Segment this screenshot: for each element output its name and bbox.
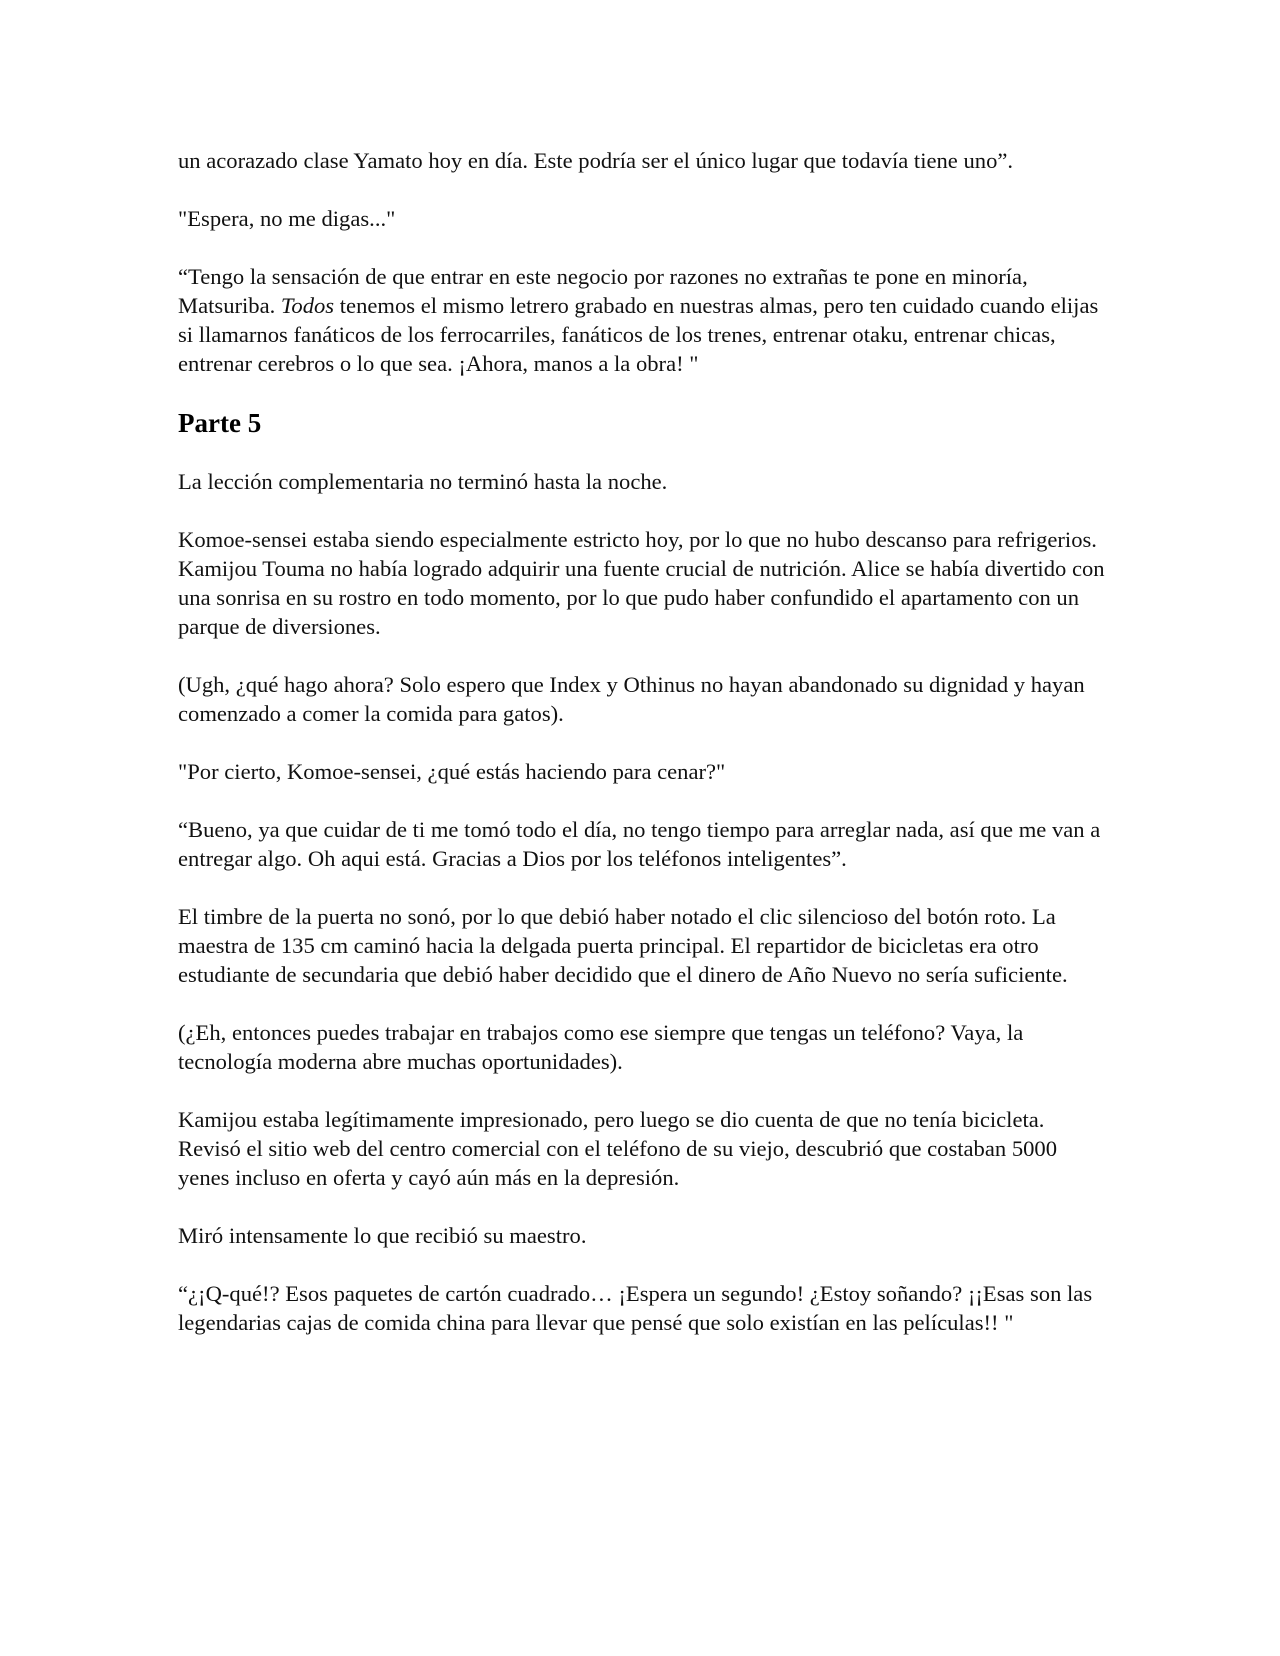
paragraph: “¿¡Q-qué!? Esos paquetes de cartón cuadrado… ¡Espera un segundo! ¿Estoy soñando? ¡¡Esas son las legendarias cajas de comida china para llevar que pensé que solo existían en las películas!! " (178, 1281, 1093, 1335)
paragraph: (¿Eh, entonces puedes trabajar en trabajos como ese siempre que tengas un teléfono? Vaya, la tecnología moderna abre muchas oportunidades). (178, 1020, 1024, 1074)
paragraph: “Bueno, ya que cuidar de ti me tomó todo el día, no tengo tiempo para arreglar nada, así que me van a entregar algo. Oh aqui está. Gracias a Dios por los teléfonos inteligentes”. (178, 817, 1101, 871)
paragraph: El timbre de la puerta no sonó, por lo que debió haber notado el clic silencioso del botón roto. La maestra de 135 cm caminó hacia la delgada puerta principal. El repartidor de bicicletas era otro estudiante de secundaria que debió haber decidido que el dinero de Año Nuevo no sería suficiente. (178, 904, 1068, 987)
paragraph: Kamijou estaba legítimamente impresionado, pero luego se dio cuenta de que no tenía bicicleta. Revisó el sitio web del centro comercial con el teléfono de su viejo, descubrió que costaban 5000 yenes incluso en oferta y cayó aún más en la depresión. (178, 1107, 1058, 1190)
section-heading: Parte 5 (178, 408, 262, 438)
paragraph: "Por cierto, Komoe-sensei, ¿qué estás haciendo para cenar?" (178, 759, 726, 784)
paragraph-text: “Tengo la sensación de que entrar en este negocio por razones no extrañas te pone en minoría, Matsuriba. (178, 264, 1028, 318)
paragraph-text: tenemos el mismo letrero grabado en nuestras almas, pero ten cuidado cuando elijas si llamarnos fanáticos de los ferrocarriles, fanáticos de los trenes, entrenar otaku, entrenar chicas, entrenar cerebros o lo que sea. ¡Ahora, manos a la obra! " (178, 293, 1099, 376)
paragraph: Miró intensamente lo que recibió su maestro. (178, 1223, 587, 1248)
paragraph: La lección complementaria no terminó hasta la noche. (178, 469, 668, 494)
paragraph-todos (178, 262, 1108, 378)
document-page (178, 146, 1108, 1366)
paragraph: (Ugh, ¿qué hago ahora? Solo espero que Index y Othinus no hayan abandonado su dignidad y hayan comenzado a comer la comida para gatos). (178, 672, 1085, 726)
paragraph: "Espera, no me digas..." (178, 206, 396, 231)
paragraph: un acorazado clase Yamato hoy en día. Este podría ser el único lugar que todavía tiene uno”. (178, 148, 1014, 173)
italic-emphasis: Todos (280, 293, 335, 318)
paragraph: Komoe-sensei estaba siendo especialmente estricto hoy, por lo que no hubo descanso para refrigerios. Kamijou Touma no había logrado adquirir una fuente crucial de nutrición. Alice se había divertido con una sonrisa en su rostro en todo momento, por lo que pudo haber confundido el apartamento con un parque de diversiones. (178, 527, 1105, 639)
